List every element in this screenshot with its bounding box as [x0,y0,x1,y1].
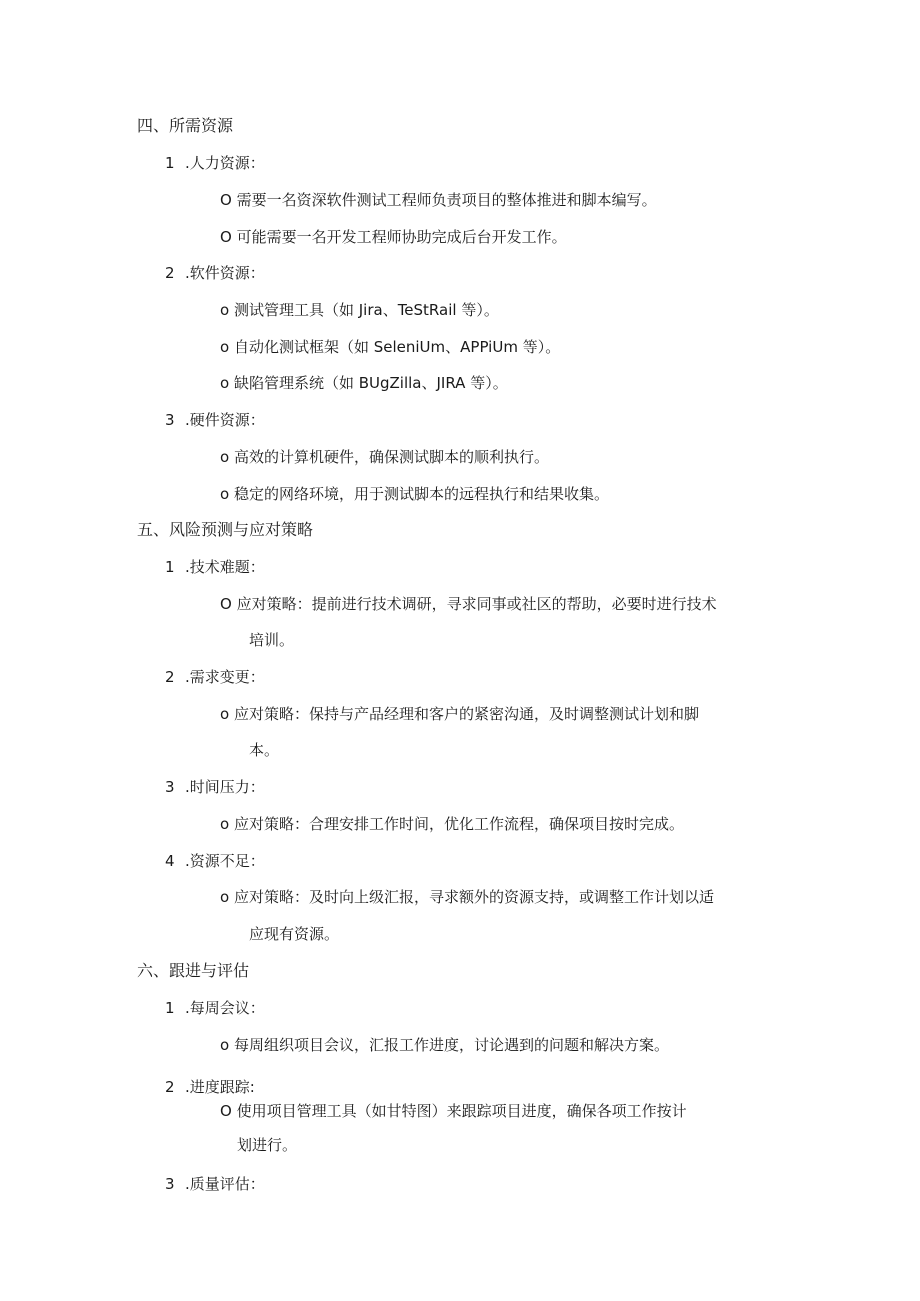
list-item [220,227,567,247]
list-item-text: 应对策略：保持与产品经理和客户的紧密沟通，及时调整测试计划和脚 [233,705,699,723]
subsection-label: .技术难题： [185,558,265,576]
list-item [220,447,549,467]
subsection-title [165,410,265,430]
list-item [220,337,560,357]
subsection-title [165,998,265,1018]
subsection-number: 1 [165,999,175,1017]
subsection-number: 3 [165,778,175,796]
subsection-title [165,557,265,577]
subsection-number: 2 [165,264,175,282]
list-item [220,373,508,393]
list-item-text: 高效的计算机硬件，确保测试脚本的顺利执行。 [233,448,549,466]
subsection-label: .需求变更： [185,668,265,686]
section-heading: 五、风险预测与应对策略 [137,520,314,539]
list-item [220,594,717,614]
bullet-icon: O [220,595,232,613]
bullet-icon: o [220,301,230,319]
list-item-text: 需要一名资深软件测试工程师负责项目的整体推进和脚本编写。 [236,191,657,209]
list-item [220,887,714,907]
section-heading: 四、所需资源 [137,116,234,135]
subsection-label: .软件资源： [185,264,265,282]
list-item-text: 自动化测试框架（如 SeleniUm、APPiUm 等）。 [233,338,561,356]
subsection-number: 4 [165,852,175,870]
subsection-number: 3 [165,1175,175,1193]
subsection-label: .人力资源： [185,154,265,172]
subsection-number: 3 [165,411,175,429]
subsection-title [165,263,265,283]
bullet-icon: O [220,1102,232,1120]
list-item-text: 每周组织项目会议，汇报工作进度，讨论遇到的问题和解决方案。 [233,1036,669,1054]
subsection-title [165,1174,265,1194]
list-item-continuation: 划进行。 [237,1136,298,1154]
subsection-title [165,153,265,173]
list-item [220,704,699,724]
bullet-icon: o [220,338,230,356]
list-item-text: 应对策略：及时向上级汇报，寻求额外的资源支持，或调整工作计划以适 [233,888,714,906]
bullet-icon: o [220,448,230,466]
subsection-title [165,851,265,871]
bullet-icon: o [220,888,230,906]
list-item-text: 缺陷管理系统（如 BUgZilla、JIRA 等）。 [233,374,508,392]
subsection-label: .质量评估： [185,1175,265,1193]
subsection-number: 2 [165,1078,175,1096]
bullet-icon: o [220,815,230,833]
subsection-label: .每周会议： [185,999,265,1017]
bullet-icon: o [220,1036,230,1054]
list-item [220,190,657,210]
list-item-text: 使用项目管理工具（如甘特图）来跟踪项目进度，确保各项工作按计 [236,1102,687,1120]
list-item-text: 可能需要一名开发工程师协助完成后台开发工作。 [236,228,567,246]
bullet-icon: O [220,191,232,209]
list-item-continuation: 本。 [249,741,280,759]
list-item [220,300,499,320]
list-item-text: 测试管理工具（如 Jira、TeStRail 等）。 [233,301,499,319]
list-item [220,814,684,834]
bullet-icon: o [220,485,230,503]
subsection-label: .时间压力： [185,778,265,796]
section-heading: 六、跟进与评估 [137,961,250,980]
subsection-title [165,667,265,687]
bullet-icon: o [220,374,230,392]
list-item [220,484,609,504]
bullet-icon: o [220,705,230,723]
subsection-label: .资源不足： [185,852,265,870]
list-item-text: 应对策略：合理安排工作时间，优化工作流程，确保项目按时完成。 [233,815,684,833]
subsection-number: 2 [165,668,175,686]
bullet-icon: O [220,228,232,246]
subsection-title [165,1077,255,1097]
list-item-continuation: 应现有资源。 [249,925,340,943]
subsection-label: .硬件资源： [185,411,265,429]
subsection-number: 1 [165,154,175,172]
subsection-label: .进度跟踪: [185,1078,255,1096]
list-item-continuation: 培训。 [249,631,295,649]
subsection-title [165,777,265,797]
subsection-number: 1 [165,558,175,576]
list-item [220,1101,687,1121]
list-item-text: 稳定的网络环境，用于测试脚本的远程执行和结果收集。 [233,485,609,503]
list-item [220,1035,669,1055]
list-item-text: 应对策略：提前进行技术调研，寻求同事或社区的帮助，必要时进行技术 [236,595,717,613]
